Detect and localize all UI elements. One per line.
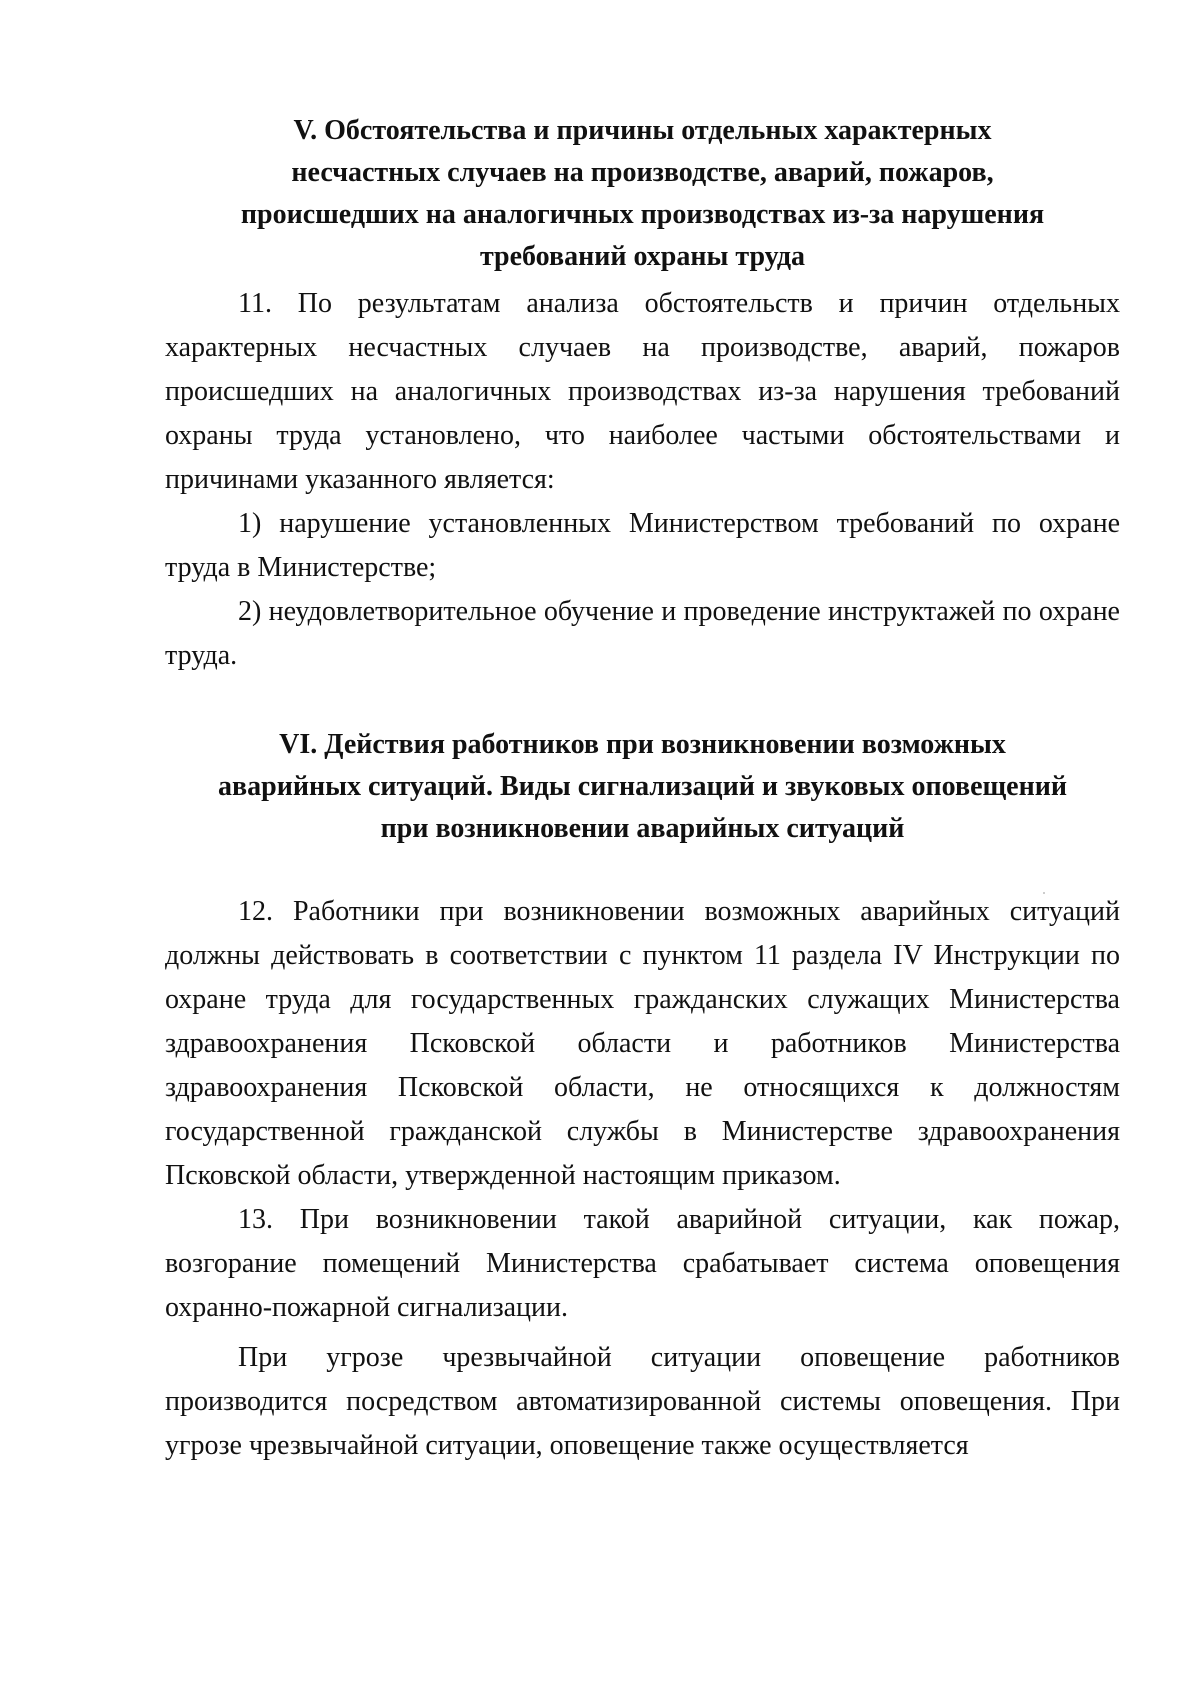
section-6-heading-line-2: аварийных ситуаций. Виды сигнализаций и звуковых оповещений [218, 771, 1067, 802]
section-5-heading-line-3: происшедших на аналогичных производствах из-за нарушения [240, 199, 1045, 230]
section-5-heading-line-2: несчастных случаев на производстве, аварий, пожаров, [291, 157, 994, 188]
spacer [165, 850, 1120, 890]
paragraph-12: 12. Работники при возникновении возможных аварийных ситуаций должны действовать в соответствии с пунктом 11 раздела IV Инструкции по охране труда для государственных гражданских служащих Министерства здравоохранения Псковской области и работников Министерства здравоохранения Псковской области, не относящихся к должностям государственной гражданской службы в Министерстве здравоохранения Псковской области, утвержденной настоящим приказом. [165, 896, 1120, 1191]
scan-speck [1043, 892, 1045, 894]
section-6-heading [165, 724, 1120, 850]
paragraph-13: 13. При возникновении такой аварийной ситуации, как пожар, возгорание помещений Министерства срабатывает система оповещения охранно-пожарной сигнализации. [165, 1204, 1120, 1323]
paragraph-11: 11. По результатам анализа обстоятельств и причин отдельных характерных несчастных случаев на производстве, аварий, пожаров происшедших на аналогичных производствах из-за нарушения требований охраны труда установлено, что наиболее частыми обстоятельствами и причинами указанного является: [165, 288, 1120, 495]
section-5-heading-line-4: требований охраны труда [479, 241, 806, 272]
section-6-heading-line-3: при возникновении аварийных ситуаций [380, 813, 905, 844]
paragraph-14: При угрозе чрезвычайной ситуации оповещение работников производится посредством автоматизированной системы оповещения. При угрозе чрезвычайной ситуации, оповещение также осуществляется [165, 1342, 1120, 1461]
list-item-2: 2) неудовлетворительное обучение и проведение инструктажей по охране труда. [165, 596, 1120, 671]
section-6-heading-line-1: VI. Действия работников при возникновении возможных [279, 729, 1006, 760]
section-5-heading-line-1: V. Обстоятельства и причины отдельных характерных [293, 115, 992, 146]
document-body [165, 110, 1120, 1468]
section-5-heading [165, 110, 1120, 278]
list-item-1: 1) нарушение установленных Министерством требований по охране труда в Министерстве; [165, 508, 1120, 583]
spacer [165, 678, 1120, 724]
